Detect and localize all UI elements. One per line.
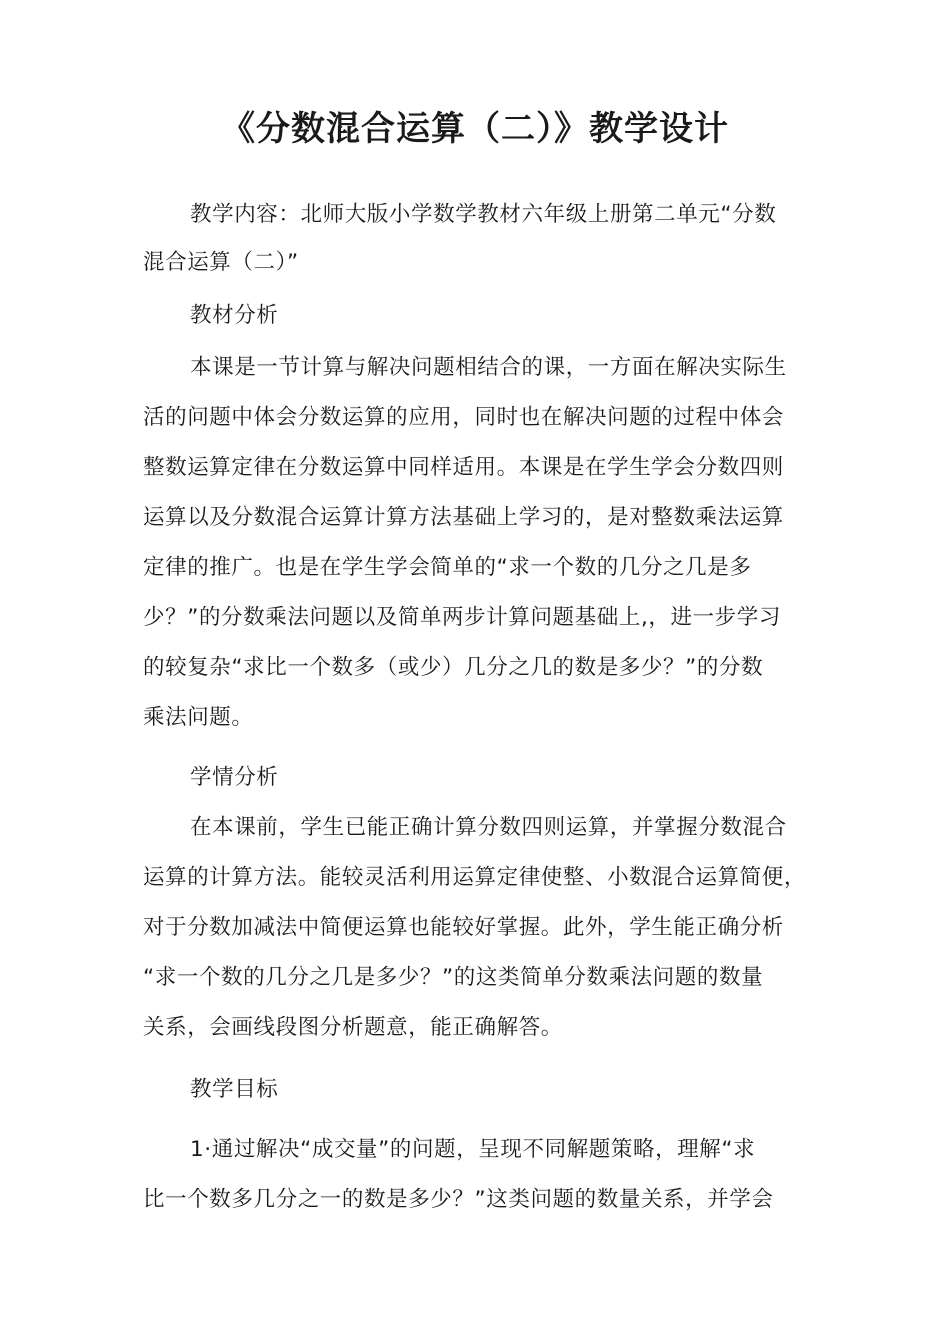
paragraph-line: 的较复杂“求比一个数多（或少）几分之几的数是多少？”的分数 xyxy=(143,655,764,680)
paragraph-line: 定律的推广。也是在学生学会简单的“求一个数的几分之几是多 xyxy=(143,555,752,580)
section-heading-teaching-objectives: 教学目标 xyxy=(190,1077,279,1102)
paragraph-line: 整数运算定律在分数运算中同样适用。本课是在学生学会分数四则 xyxy=(143,455,784,480)
section-heading-learner-analysis: 学情分析 xyxy=(190,765,279,790)
document-title: 《分数混合运算（二）》教学设计 xyxy=(221,109,729,149)
paragraph-line: “求一个数的几分之几是多少？”的这类简单分数乘法问题的数量 xyxy=(143,965,764,990)
section-heading-textbook-analysis: 教材分析 xyxy=(190,303,279,328)
paragraph-line: 活的问题中体会分数运算的应用，同时也在解决问题的过程中体会 xyxy=(143,405,784,430)
paragraph-line: 运算的计算方法。能较灵活利用运算定律使整、小数混合运算简便， xyxy=(143,865,807,890)
paragraph-line: 教学内容：北师大版小学数学教材六年级上册第二单元“分数 xyxy=(190,202,777,227)
paragraph-line: 在本课前，学生已能正确计算分数四则运算，并掌握分数混合 xyxy=(190,815,787,840)
paragraph-line: 对于分数加减法中简便运算也能较好掌握。此外，学生能正确分析 xyxy=(143,915,784,940)
paragraph-line: 运算以及分数混合运算计算方法基础上学习的，是对整数乘法运算 xyxy=(143,505,784,530)
paragraph-line: 乘法问题。 xyxy=(143,705,254,730)
paragraph-line: 本课是一节计算与解决问题相结合的课，一方面在解决实际生 xyxy=(190,355,787,380)
paragraph-line: 少？”的分数乘法问题以及简单两步计算问题基础上,，进一步学习 xyxy=(143,605,781,630)
paragraph-line: 关系，会画线段图分析题意，能正确解答。 xyxy=(143,1015,563,1040)
paragraph-line: 混合运算（二）” xyxy=(143,250,299,275)
paragraph-line: 比一个数多几分之一的数是多少？”这类问题的数量关系，并学会 xyxy=(143,1187,774,1212)
paragraph-line: 1·通过解决“成交量”的问题，呈现不同解题策略，理解“求 xyxy=(190,1137,756,1162)
